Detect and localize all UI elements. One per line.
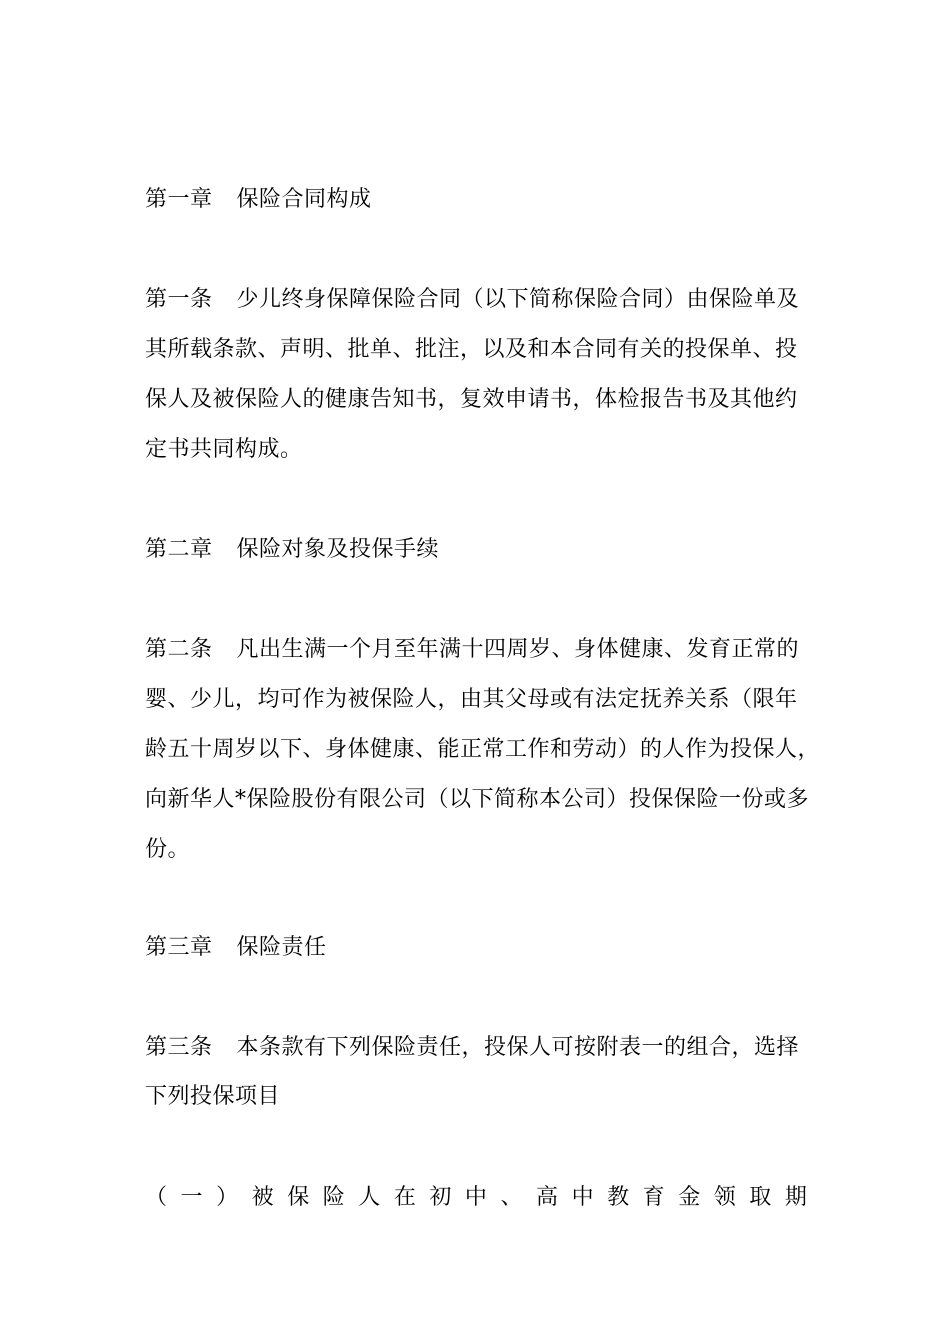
item-1-char: 被 xyxy=(251,1185,274,1210)
chapter-3-label: 第三章 xyxy=(145,935,213,960)
article-1-line-2: 其所载条款、声明、批单、批注，以及和本合同有关的投保单、投 xyxy=(145,337,798,362)
article-1-line-1 xyxy=(145,285,799,315)
item-1-char: 期 xyxy=(784,1185,807,1210)
article-3-line-2: 下列投保项目 xyxy=(145,1084,281,1109)
article-1-line-3: 保人及被保险人的健康告知书，复效申请书，体检报告书及其他约 xyxy=(145,387,798,412)
chapter-2-label: 第二章 xyxy=(145,537,213,562)
article-1-line-4: 定书共同构成。 xyxy=(145,437,303,462)
item-1-char: 一 xyxy=(180,1185,203,1210)
chapter-2-title: 保险对象及投保手续 xyxy=(236,537,440,562)
item-1-char: 高 xyxy=(536,1185,559,1210)
chapter-1-label: 第一章 xyxy=(145,187,213,212)
article-2-line-1 xyxy=(145,635,799,665)
item-1-char: 中 xyxy=(464,1185,487,1210)
item-1-char: 中 xyxy=(571,1185,594,1210)
item-1-char: 在 xyxy=(393,1185,416,1210)
chapter-1-heading xyxy=(145,185,372,215)
item-1-char: 取 xyxy=(749,1185,772,1210)
item-1-char: 初 xyxy=(429,1185,452,1210)
item-1-char: 领 xyxy=(713,1185,736,1210)
item-1-char: 育 xyxy=(642,1185,665,1210)
article-3-text: 本条款有下列保险责任，投保人可按附表一的组合，选择 xyxy=(236,1035,800,1060)
chapter-2-heading xyxy=(145,535,439,565)
item-1-char: 金 xyxy=(678,1185,701,1210)
item-1-char: 人 xyxy=(358,1185,381,1210)
item-1-char: ） xyxy=(216,1185,239,1210)
article-3-label: 第三条 xyxy=(145,1035,213,1060)
article-2-line-3: 龄五十周岁以下、身体健康、能正常工作和劳动）的人作为投保人， xyxy=(145,737,821,762)
article-1-label: 第一条 xyxy=(145,287,213,312)
item-1-char: 保 xyxy=(287,1185,310,1210)
article-3-line-1 xyxy=(145,1033,799,1063)
chapter-3-title: 保险责任 xyxy=(236,935,327,960)
article-2-label: 第二条 xyxy=(145,637,213,662)
item-1-char: 、 xyxy=(500,1185,523,1210)
article-1-text: 少儿终身保障保险合同（以下简称保险合同）由保险单及 xyxy=(236,287,800,312)
article-2-line-5: 份。 xyxy=(145,837,191,862)
chapter-1-title: 保险合同构成 xyxy=(236,187,372,212)
item-1-line xyxy=(145,1183,807,1213)
item-1-char: （ xyxy=(145,1185,168,1210)
article-2-line-4: 向新华人*保险股份有限公司（以下简称本公司）投保保险一份或多 xyxy=(145,787,810,812)
article-2-line-2: 婴、少儿，均可作为被保险人，由其父母或有法定抚养关系（限年 xyxy=(145,687,798,712)
item-1-char: 险 xyxy=(322,1185,345,1210)
article-2-text: 凡出生满一个月至年满十四周岁、身体健康、发育正常的 xyxy=(236,637,800,662)
item-1-char: 教 xyxy=(607,1185,630,1210)
chapter-3-heading xyxy=(145,933,327,963)
